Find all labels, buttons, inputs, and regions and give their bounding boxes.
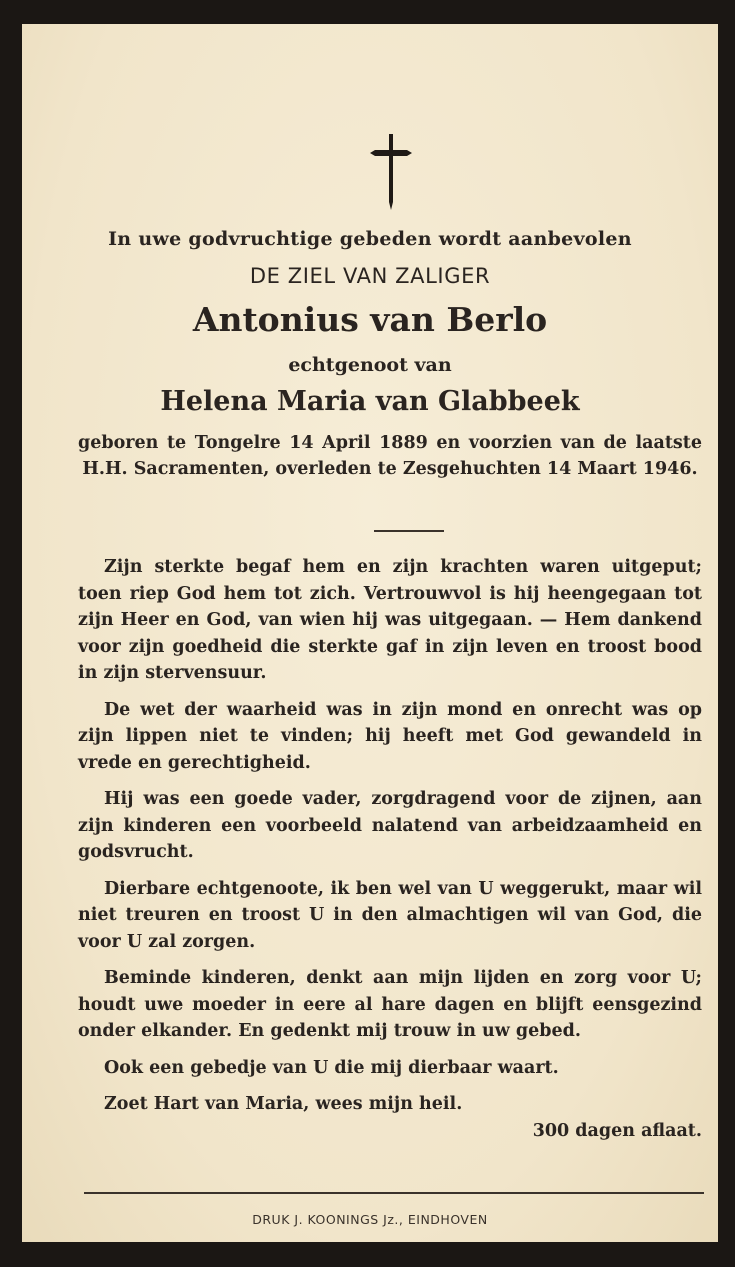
intro-line: In uwe godvruchtige gebeden wordt aanbevolen (108, 228, 632, 250)
printer-credit: DRUK J. KOONINGS Jz., EINDHOVEN (252, 1212, 488, 1227)
deceased-name: Antonius van Berlo (192, 300, 548, 339)
indulgence-line: 300 dagen aflaat. (532, 1120, 702, 1141)
spouse-name: Helena Maria van Glabbeek (160, 386, 580, 417)
prayer-line: Zoet Hart van Maria, wees mijn heil. (104, 1094, 463, 1114)
footer-rule (84, 1192, 704, 1194)
memorial-card (22, 24, 718, 1242)
birth-death-text: geboren te Tongelre 14 April 1889 en voorzien van de laatste H.H. Sacramenten, overleden te Zesgehuchten 14 Maart 1946. (78, 433, 702, 479)
body-text (78, 554, 702, 1144)
divider (374, 530, 444, 532)
paragraph: De wet der waarheid was in zijn mond en onrecht was op zijn lippen niet te vinden; hij heeft met God gewandeld in vrede en gerechtigheid. (78, 699, 702, 773)
paragraph: Zijn sterkte begaf hem en zijn krachten waren uitgeput; toen riep God hem tot zich. Vertrouwvol is hij heengegaan tot zijn Heer en God, van wien hij was uitgegaan. — Hem dankend voor zijn goedheid die sterkte gaf in zijn leven en troost bood in zijn stervensuur. (78, 557, 702, 683)
paragraph: Beminde kinderen, denkt aan mijn lijden en zorg voor U; houdt uwe moeder in eere al hare dagen en blijft eensgezind onder elkander. En gedenkt mij trouw in uw gebed. (78, 968, 702, 1041)
paragraph: Hij was een goede vader, zorgdragend voor de zijnen, aan zijn kinderen een voorbeeld nalatend van arbeidzaamheid en godsvrucht. (78, 789, 702, 862)
spouse-label: echtgenoot van (288, 354, 452, 376)
ziel-heading: DE ZIEL VAN ZALIGER (249, 264, 491, 288)
paragraph: Dierbare echtgenoote, ik ben wel van U weggerukt, maar wil niet treuren en troost U in den almachtigen wil van God, die voor U zal zorgen. (78, 878, 702, 952)
cross-icon (368, 132, 414, 212)
paragraph: Ook een gebedje van U die mij dierbaar waart. (104, 1057, 559, 1078)
